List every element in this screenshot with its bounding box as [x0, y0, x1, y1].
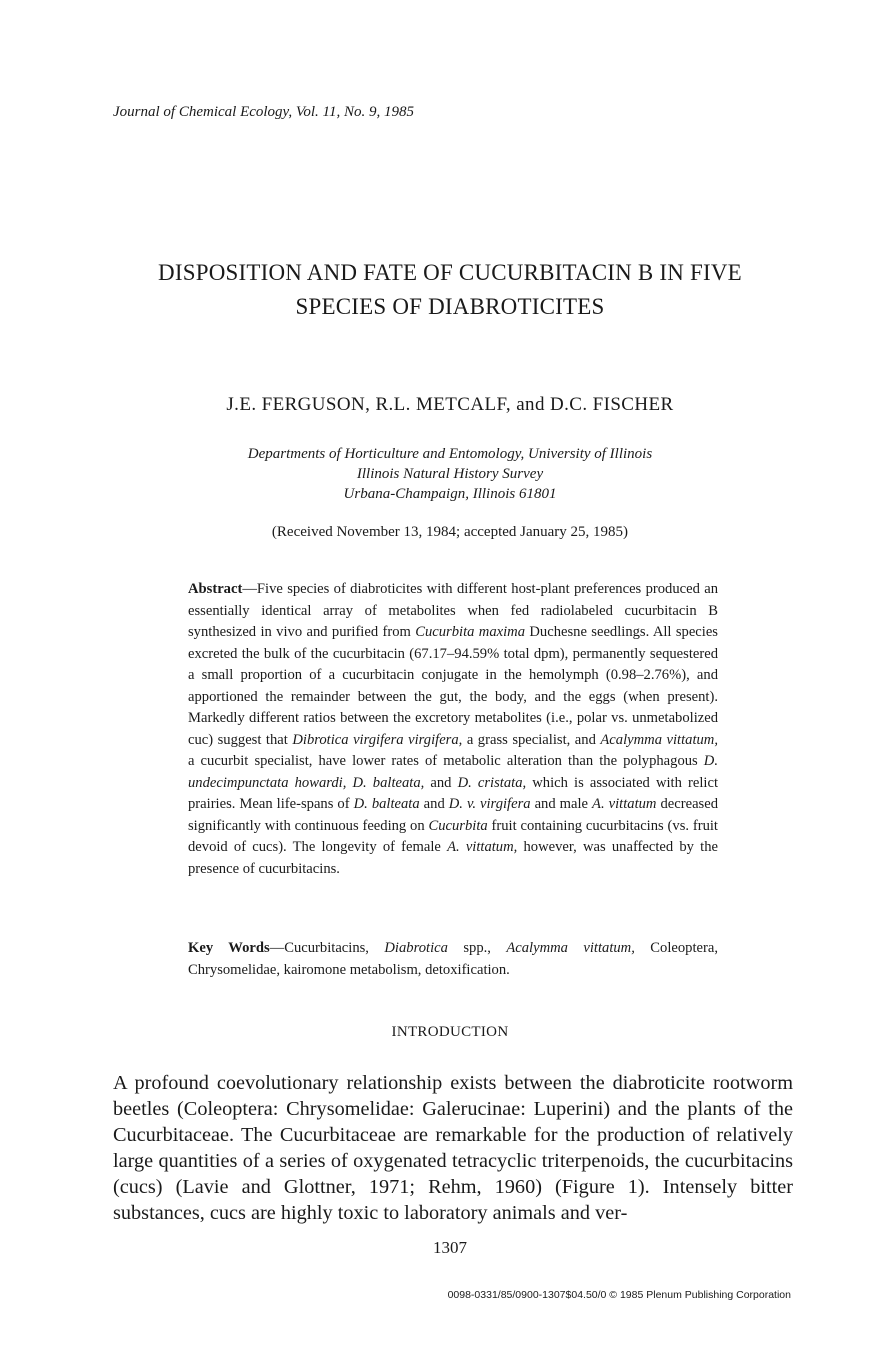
received-dates: (Received November 13, 1984; accepted January 25, 1985): [271, 524, 629, 540]
journal-citation: Journal of Chemical Ecology, Vol. 11, No. 9, 1985: [113, 104, 414, 120]
abstract-text: Duchesne seedlings. All species excreted the bulk of the cucurbitacin (67.17–94.59% total dpm), permanently sequestered a small proportion of a cucurbitacin conjugate in the hemolymph (0.98–2.76%), and apportioned the remainder between the gut, the body, and the eggs (when present). Markedly different ratios between the excretory metabolites (i.e., polar vs. unmetabolized cuc) suggest that: [188, 624, 718, 748]
abstract-text: a grass specialist, and: [462, 731, 601, 748]
abstract-text: decreased significantly with continuous feeding on: [188, 796, 719, 834]
affiliation-line-1: Departments of Horticulture and Entomology, University of Illinois: [247, 446, 653, 462]
key-words: [188, 938, 718, 981]
abstract-species: A. vittatum: [592, 796, 657, 812]
keywords-text: spp.,: [447, 940, 507, 956]
abstract-text: a cucurbit specialist, have lower rates of metabolic alteration than the polyphagous: [188, 753, 704, 769]
abstract-species: A. vittatum,: [447, 839, 518, 855]
abstract-species: Cucurbita maxima: [415, 624, 526, 640]
title-line-1: DISPOSITION AND FATE OF CUCURBITACIN B IN FIVE: [158, 260, 742, 285]
affiliation: [60, 444, 840, 504]
abstract-text: fruit containing cucurbitacins (vs. fruit devoid of cucs). The longevity of female: [188, 817, 718, 855]
abstract-species: Cucurbita: [428, 817, 488, 834]
abstract-text: however, was unaffected by the presence of cucurbitacins.: [188, 839, 718, 877]
abstract-text: —Five species of diabroticites with different host-plant preferences produced an essentially identical array of metabolites when fed radiolabeled cucurbitacin B synthesized in vivo and purified from: [188, 581, 718, 640]
abstract-text: and male: [530, 796, 593, 812]
keywords-species: Acalymma vittatum,: [506, 940, 635, 956]
keywords-text: —Cucurbitacins,: [269, 940, 385, 956]
abstract-species: D. v. virgifera: [448, 796, 531, 812]
author-list: J.E. FERGUSON, R.L. METCALF, and D.C. FISCHER: [226, 394, 674, 415]
copyright-line: 0098-0331/85/0900-1307$04.50/0 © 1985 Plenum Publishing Corporation: [447, 1289, 791, 1301]
abstract-species: Acalymma vittatum,: [600, 731, 718, 748]
abstract-species: D. undecimpunctata howardi, D. balteata,: [188, 753, 718, 791]
abstract-species: D. balteata: [353, 796, 420, 812]
keywords-species: Diabrotica: [384, 940, 448, 956]
section-heading-introduction: INTRODUCTION: [391, 1024, 509, 1040]
abstract-text: which is associated with relict prairies. Mean life-spans of: [188, 774, 718, 812]
abstract-text: and: [419, 796, 449, 812]
abstract-text: and: [424, 774, 458, 791]
abstract-species: Dibrotica virgifera virgifera,: [292, 731, 463, 748]
page-number: 1307: [433, 1238, 467, 1257]
affiliation-line-3: Urbana-Champaign, Illinois 61801: [343, 486, 557, 502]
affiliation-line-2: Illinois Natural History Survey: [356, 466, 544, 482]
title-line-2: SPECIES OF DIABROTICITES: [295, 294, 605, 319]
abstract-label: Abstract: [188, 581, 243, 597]
abstract: [188, 579, 718, 880]
paper-title: [60, 256, 840, 324]
introduction-paragraph: A profound coevolutionary relationship exists between the diabroticite rootworm beetles (Coleoptera: Chrysomelidae: Galerucinae: Luperini) and the plants of the Cucurbitaceae. The Cucurbitaceae are remarkable for the production of relatively large quantities of a series of oxygenated tetracyclic triterpenoids, the cucurbitacins (cucs) (Lavie and Glottner, 1971; Rehm, 1960) (Figure 1). Intensely bitter substances, cucs are highly toxic to laboratory animals and ver-: [113, 1072, 793, 1224]
keywords-label: Key Words: [188, 940, 270, 956]
abstract-species: D. cristata,: [457, 774, 527, 791]
keywords-text: Coleoptera, Chrysomelidae, kairomone metabolism, detoxification.: [188, 940, 718, 978]
